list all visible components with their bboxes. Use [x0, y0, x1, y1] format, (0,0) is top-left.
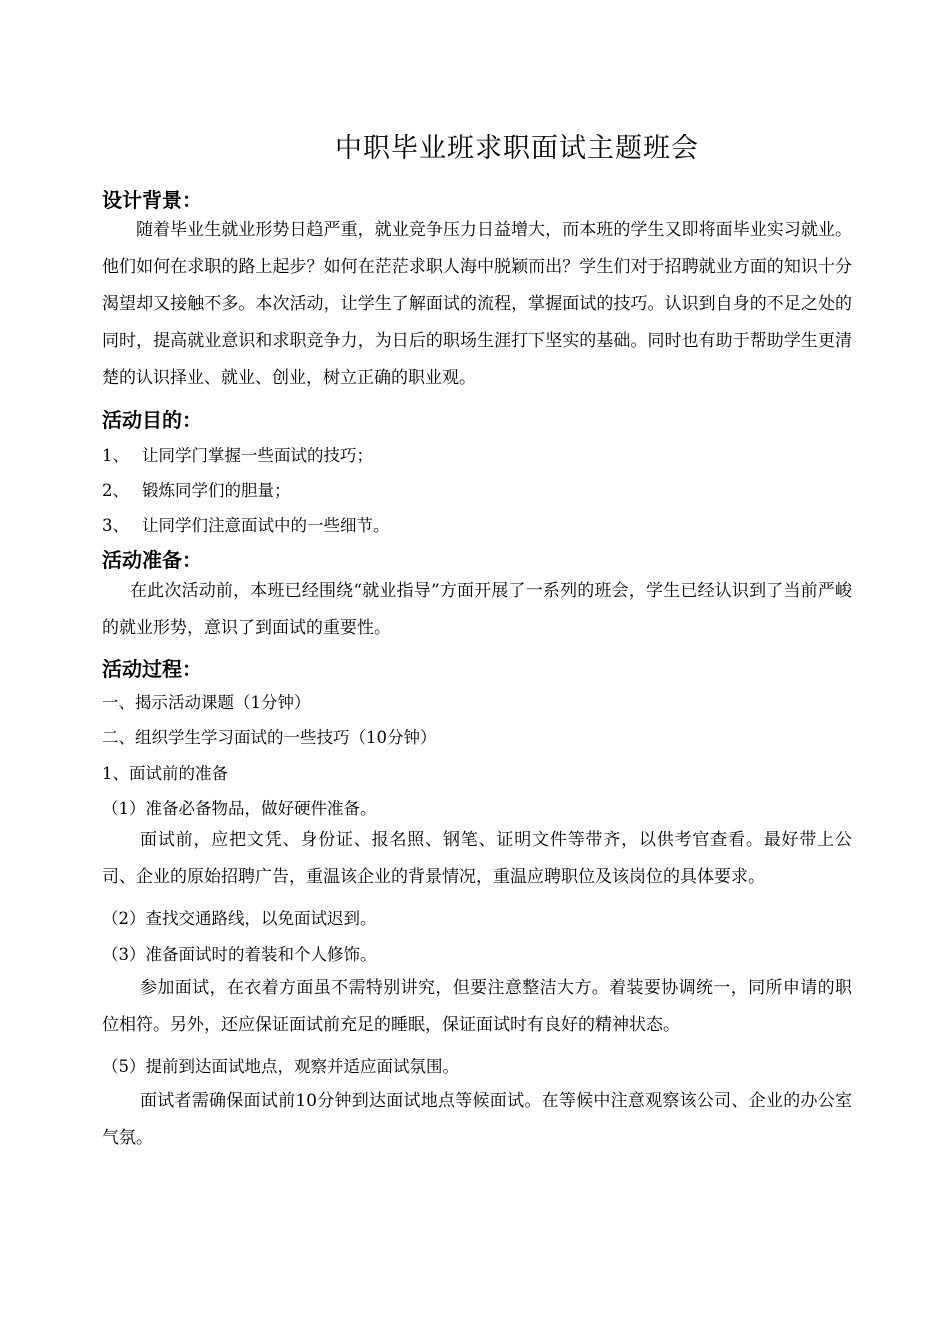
process-item-3-text: 参加面试，在衣着方面虽不需特别讲究，但要注意整洁大方。着装要协调统一，同所申请的职位相符。另外，还应保证面试前充足的睡眠，保证面试时有良好的精神状态。 [102, 978, 852, 1035]
heading-process: 活动过程： [102, 657, 202, 681]
process-step-2: 二、组织学生学习面试的一些技巧（10分钟） [102, 728, 437, 747]
goal-item-text: 让同学门掌握一些面试的技巧； [142, 446, 373, 465]
process-item-1-text: 面试前，应把文凭、身份证、报名照、钢笔、证明文件等带齐，以供考官查看。最好带上公司、企业的原始招聘广告，重温该企业的背景情况，重温应聘职位及该岗位的具体要求。 [102, 830, 852, 887]
goal-item-number: 2、 [102, 481, 129, 500]
background-paragraph: 随着毕业生就业形势日趋严重，就业竞争压力日益增大，而本班的学生又即将面毕业实习就业。他们如何在求职的路上起步？如何在茫茫求职人海中脱颖而出？学生们对于招聘就业方面的知识十分渴望却又接触不多。本次活动，让学生了解面试的流程，掌握面试的技巧。认识到自身的不足之处的同时，提高就业意识和求职竞争力，为日后的职场生涯打下坚实的基础。同时也有助于帮助学生更清楚的认识择业、就业、创业，树立正确的职业观。 [102, 220, 852, 388]
goal-item-number: 3、 [102, 516, 129, 535]
goal-item-number: 1、 [102, 446, 129, 465]
process-subheading-1: 1、面试前的准备 [102, 764, 228, 783]
process-item-5-text: 面试者需确保面试前10分钟到达面试地点等候面试。在等候中注意观察该公司、企业的办公室气氛。 [102, 1091, 852, 1148]
process-item-3: （3）准备面试时的着装和个人修饰。 [102, 945, 377, 964]
goal-item-text: 锻炼同学们的胆量； [142, 481, 291, 500]
goal-item-2 [102, 477, 291, 501]
goal-item-1 [102, 442, 373, 466]
heading-preparation: 活动准备： [102, 548, 202, 572]
heading-goals: 活动目的： [102, 408, 202, 432]
heading-background: 设计背景： [102, 188, 202, 212]
goal-item-3 [102, 512, 390, 536]
process-step-1: 一、揭示活动课题（1分钟） [102, 693, 311, 712]
goal-item-text: 让同学们注意面试中的一些细节。 [142, 516, 390, 535]
preparation-paragraph: 在此次活动前，本班已经围绕“就业指导”方面开展了一系列的班会，学生已经认识到了当前严峻的就业形势，意识了到面试的重要性。 [102, 581, 852, 638]
process-item-5: （5）提前到达面试地点，观察并适应面试氛围。 [102, 1057, 459, 1076]
document-title: 中职毕业班求职面试主题班会 [335, 133, 699, 164]
process-item-2: （2）查找交通路线，以免面试迟到。 [102, 909, 377, 928]
process-item-1: （1）准备必备物品，做好硬件准备。 [102, 799, 377, 818]
